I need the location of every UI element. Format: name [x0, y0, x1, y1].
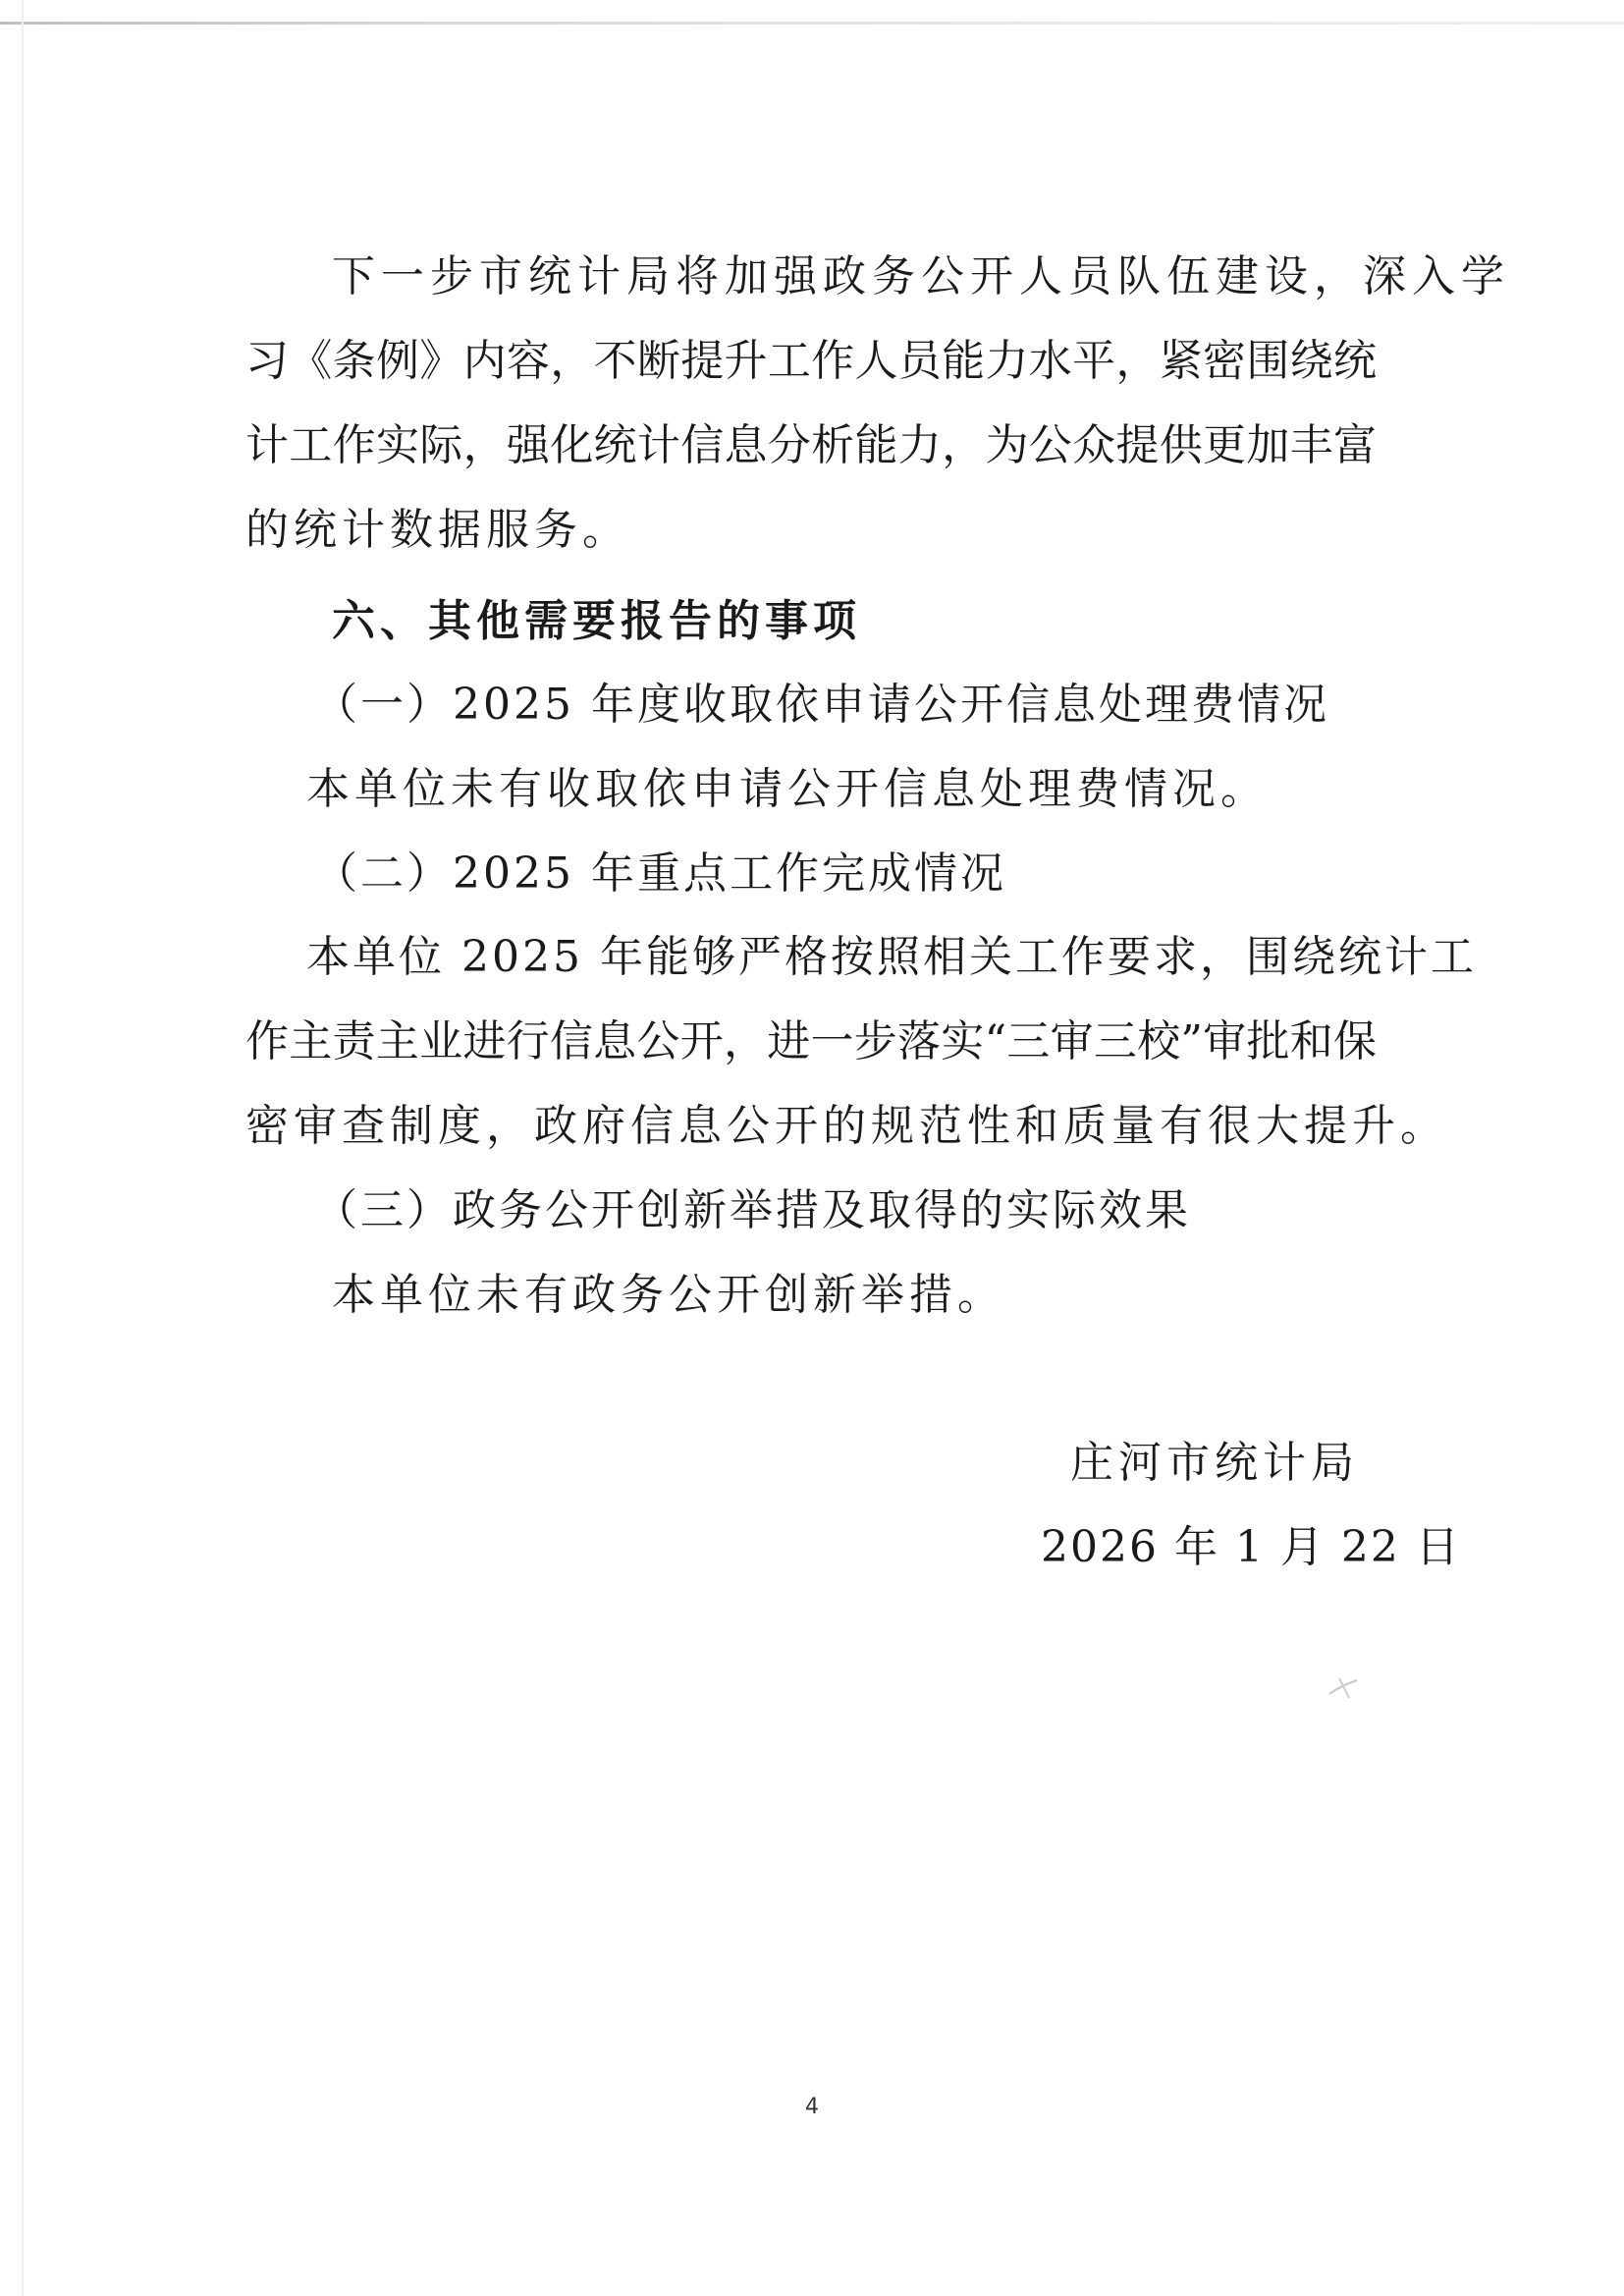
subsection-title: （三）政务公开创新举措及取得的实际效果 [314, 1185, 1191, 1235]
subsection-title: （一）2025 年度收取依申请公开信息处理费情况 [314, 680, 1329, 730]
section-heading: 六、其他需要报告的事项 [332, 596, 861, 646]
paragraph-line: 下一步市统计局将加强政务公开人员队伍建设，深入学 [332, 251, 1510, 301]
subsection-title: （二）2025 年重点工作完成情况 [314, 848, 1006, 899]
subsection-body-line: 本单位 2025 年能够严格按照相关工作要求，围绕统计工 [306, 932, 1477, 982]
subsection-body-line: 本单位未有收取依申请公开信息处理费情况。 [306, 764, 1269, 814]
subsection-body-line: 密审查制度，政府信息公开的规范性和质量有很大提升。 [245, 1101, 1448, 1151]
page-number: 4 [805, 2095, 819, 2119]
subsection-body-line: 作主责主业进行信息公开，进一步落实“三审三校”审批和保 [245, 1016, 1377, 1066]
paragraph-line: 习《条例》内容，不断提升工作人员能力水平，紧密围绕统 [245, 336, 1377, 386]
scan-mark [1327, 1674, 1363, 1702]
signature-date: 2026 年 1 月 22 日 [1041, 1522, 1461, 1572]
scan-edge-top [0, 22, 1624, 25]
paragraph-line: 计工作实际，强化统计信息分析能力，为公众提供更加丰富 [245, 420, 1377, 470]
paragraph-line: 的统计数据服务。 [245, 505, 630, 555]
subsection-body-line: 本单位未有政务公开创新举措。 [332, 1270, 1005, 1320]
signature-organization: 庄河市统计局 [1070, 1438, 1359, 1488]
scan-edge-left [22, 0, 24, 2296]
